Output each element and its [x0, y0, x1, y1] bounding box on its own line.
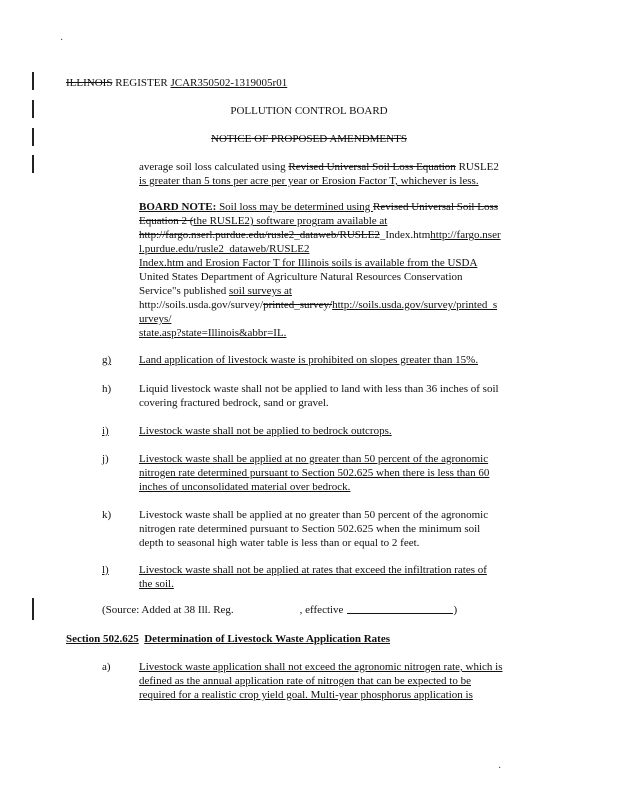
item-l-line-1: Livestock waste shall not be applied at rates that exceed the infiltration rates of — [139, 564, 487, 576]
register-struck-word: ILLINOIS — [66, 77, 113, 89]
item-label-k: k) — [102, 509, 112, 521]
source-note: (Source: Added at 38 Ill. Reg. , effective ) — [102, 604, 458, 616]
register-word: REGISTER — [112, 77, 168, 89]
register-header — [66, 76, 287, 90]
item-label-i: i) — [102, 425, 109, 437]
intro-line-2: is greater than 5 tons per acre per year or Erosion Factor T, whichever is less. — [139, 175, 479, 187]
item-j-line-1: Livestock waste shall be applied at no greater than 50 percent of the agronomic — [139, 453, 489, 465]
board-note-line-3: http://fargo.nserl.purdue.edu/rusle2_dataweb/RUSLE2_Index.htmhttp://fargo.nser — [139, 229, 501, 241]
board-note-line-4[interactable]: l.purdue.edu/rusle2_dataweb/RUSLE2 — [139, 243, 310, 255]
item-a-line-2: defined as the annual application rate of nitrogen that can be expected to be — [139, 675, 471, 687]
board-note-line-8: http://soils.usda.gov/survey/printed_survey/http://soils.usda.gov/survey/printed_s — [139, 299, 498, 311]
item-a-line-3: required for a realistic crop yield goal. Multi-year phosphorus application is — [139, 689, 473, 701]
scan-speck: · — [60, 35, 64, 46]
board-note-line-10[interactable]: state.asp?state=Illinois&abbr=IL. — [139, 327, 287, 339]
board-note-line-2: Equation 2 (the RUSLE2) software program available at — [139, 215, 388, 227]
board-note-line-6: United States Department of Agriculture Natural Resources Conservation — [139, 271, 463, 283]
change-bar-1 — [32, 72, 34, 90]
board-note-label: BOARD NOTE: — [139, 201, 217, 213]
item-k-line-3: depth to seasonal high water table is less than or equal to 2 feet. — [139, 537, 420, 549]
item-h-line-1: Liquid livestock waste shall not be applied to land with less than 36 inches of soil — [139, 383, 499, 395]
item-l-line-2: the soil. — [139, 578, 174, 590]
change-bar-5 — [32, 598, 34, 620]
item-h-line-2: covering fractured bedrock, sand or gravel. — [139, 397, 329, 409]
rusle2-link[interactable]: http://fargo.nser — [430, 229, 501, 241]
effective-date-blank — [347, 613, 453, 614]
board-note-line-1: BOARD NOTE: Soil loss may be determined using Revised Universal Soil Loss — [139, 201, 499, 213]
soil-survey-link[interactable]: http://soils.usda.gov/survey/printed_s — [332, 299, 498, 311]
item-j-line-2: nitrogen rate determined pursuant to Section 502.625 when there is less than 60 — [139, 467, 490, 479]
change-bar-4 — [32, 155, 34, 173]
item-k-line-1: Livestock waste shall be applied at no greater than 50 percent of the agronomic — [139, 509, 489, 521]
item-label-l: l) — [102, 564, 109, 576]
item-label-a: a) — [102, 661, 111, 673]
register-code: JCAR350502-1319005r01 — [170, 77, 288, 89]
item-j-line-3: inches of unconsolidated material over bedrock. — [139, 481, 351, 493]
item-label-h: h) — [102, 383, 112, 395]
intro-line-1: average soil loss calculated using Revised Universal Soil Loss Equation RUSLE2 — [139, 161, 499, 173]
board-title: POLLUTION CONTROL BOARD — [230, 105, 388, 117]
item-label-j: j) — [102, 453, 109, 465]
board-note-line-9[interactable]: urveys/ — [139, 313, 172, 325]
section-number: Section 502.625 — [66, 633, 139, 645]
section-heading — [66, 632, 390, 646]
item-i-line-1: Livestock waste shall not be applied to bedrock outcrops. — [139, 425, 392, 437]
struck-url: http://fargo.nserl.purdue.edu/rusle2_dataweb/RUSLE2 — [139, 229, 380, 241]
board-note-line-7: Service"s published soil surveys at — [139, 285, 292, 297]
section-title: Determination of Livestock Waste Application Rates — [144, 633, 390, 645]
item-g-line-1: Land application of livestock waste is prohibited on slopes greater than 15%. — [139, 354, 479, 366]
scan-speck: · — [498, 763, 502, 774]
notice-title: NOTICE OF PROPOSED AMENDMENTS — [211, 133, 407, 145]
item-label-g: g) — [102, 354, 112, 366]
item-k-line-2: nitrogen rate determined pursuant to Section 502.625 when the minimum soil — [139, 523, 481, 535]
item-a-line-1: Livestock waste application shall not exceed the agronomic nitrogen rate, which is — [139, 661, 503, 673]
board-note-line-5: Index.htm and Erosion Factor T for Illinois soils is available from the USDA — [139, 257, 478, 269]
